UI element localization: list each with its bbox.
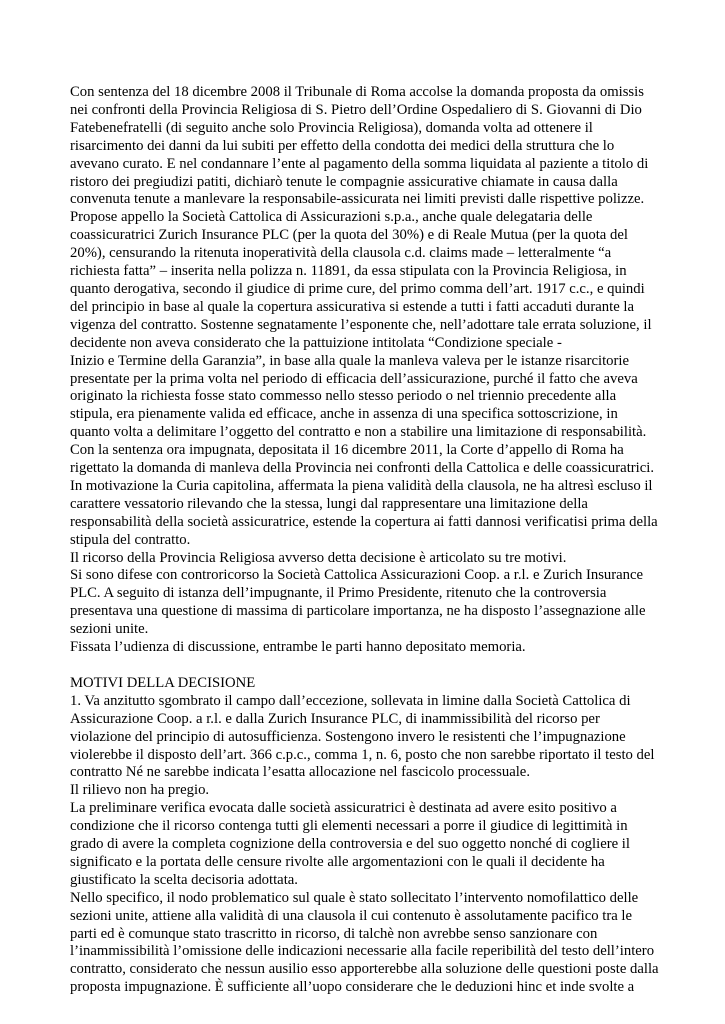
paragraph: Inizio e Termine della Garanzia”, in base alla quale la manleva valeva per le istanze risarcitorie presentate per la prima volta nel periodo di efficacia dell’assicurazione, purché il fatto che aveva originato la richiesta fosse stato commesso nello stesso periodo o nel triennio precedente alla stipula, era pienamente valida ed efficace, anche in assenza di una specifica sottoscrizione, in quanto volta a delimitare l’oggetto del contratto e non a stabilire una limitazione di responsabilità. — [70, 352, 647, 441]
paragraph: Il rilievo non ha pregio. — [70, 782, 210, 799]
paragraph: Nello specifico, il nodo problematico sul quale è stato sollecitato l’intervento nomofilattico delle sezioni unite, attiene alla validità di una clausola il cui contenuto è assolutamente pacifico tra le parti ed è comunque stato trascritto in ricorso, di talchè non avrebbe senso sanzionare con l’inammissibilità l’omissione delle indicazioni necessarie alla facile reperibilità del testo dell’intero contratto, considerato che nessun ausilio esso apporterebbe alla soluzione delle questioni poste dalla proposta impugnazione. È sufficiente all’uopo considerare che le deduzioni hinc et inde svolte a — [70, 889, 659, 996]
paragraph: Con la sentenza ora impugnata, depositata il 16 dicembre 2011, la Corte d’appello di Roma ha rigettato la domanda di manleva della Provincia nei confronti della Cattolica e delle coassicuratrici. In motivazione la Curia capitolina, affermata la piena validità della clausola, ne ha altresì escluso il carattere vessatorio rilevando che la stessa, lungi dal rappresentare una limitazione della responsabilità della società assicuratrice, estende la copertura ai fatti dannosi verificatisi prima della stipula del contratto. — [70, 442, 658, 548]
paragraph: 1. Va anzitutto sgombrato il campo dall’eccezione, sollevata in limine dalla Società Cattolica di Assicurazione Coop. a r.l. e dalla Zurich Insurance PLC, di inammissibilità del ricorso per violazione del principio di autosufficienza. Sostengono invero le resistenti che l’impugnazione violerebbe il disposto dell’art. 366 c.p.c., comma 1, n. 6, posto che non sarebbe riportato il testo del contratto Né ne sarebbe indicata l’esatta allocazione nel fascicolo processuale. — [70, 692, 655, 781]
paragraph: Il ricorso della Provincia Religiosa avverso detta decisione è articolato su tre motivi. — [70, 549, 567, 566]
paragraph: Fissata l’udienza di discussione, entrambe le parti hanno depositato memoria. — [70, 639, 526, 656]
paragraph: Si sono difese con controricorso la Società Cattolica Assicurazioni Coop. a r.l. e Zurich Insurance PLC. A seguito di istanza dell’impugnante, il Primo Presidente, ritenuto che la controversia presentava una questione di massima di particolare importanza, ne ha disposto l’assegnazione alle sezioni unite. — [70, 567, 646, 638]
paragraph: La preliminare verifica evocata dalle società assicuratrici è destinata ad avere esito positivo a condizione che il ricorso contenga tutti gli elementi necessari a porre il giudice di legittimità in grado di avere la completa cognizione della controversia e del suo oggetto nonché di cogliere il significato e la portata delle censure rivolte alle argomentazioni con le quali il decidente ha giustificato la scelta decisoria adottata. — [70, 800, 630, 888]
document-page — [70, 84, 660, 997]
section-heading: MOTIVI DELLA DECISIONE — [70, 674, 256, 691]
paragraph: Con sentenza del 18 dicembre 2008 il Tribunale di Roma accolse la domanda proposta da omissis nei confronti della Provincia Religiosa di S. Pietro dell’Ordine Ospedaliero di S. Giovanni di Dio Fatebenefratelli (di seguito anche solo Provincia Religiosa), domanda volta ad ottenere il risarcimento dei danni da lui subiti per effetto della condotta dei medici della struttura che lo avevano curato. E nel condannare l’ente al pagamento della somma liquidata al paziente a titolo di ristoro dei pregiudizi patiti, dichiarò tenute le compagnie assicurative chiamate in causa dalla convenuta tenute a manlevare la responsabile-assicurata nei limiti previsti dalle rispettive polizze. — [70, 84, 649, 208]
paragraph: Propose appello la Società Cattolica di Assicurazioni s.p.a., anche quale delegataria delle coassicuratrici Zurich Insurance PLC (per la quota del 30%) e di Reale Mutua (per la quota del 20%), censurando la ritenuta inoperatività della clausola c.d. claims made – letteralmente “a richiesta fatta” – inserita nella polizza n. 11891, da essa stipulata con la Provincia Religiosa, in quanto derogativa, secondo il giudice di prime cure, del primo comma dell’art. 1917 c.c., e quindi del principio in base al quale la copertura assicurativa si estende a tutti i fatti accaduti durante la vigenza del contratto. Sostenne segnatamente l’esponente che, nell’adottare tale errata soluzione, il decidente non aveva considerato che la pattuizione intitolata “Condizione speciale - — [70, 209, 652, 351]
